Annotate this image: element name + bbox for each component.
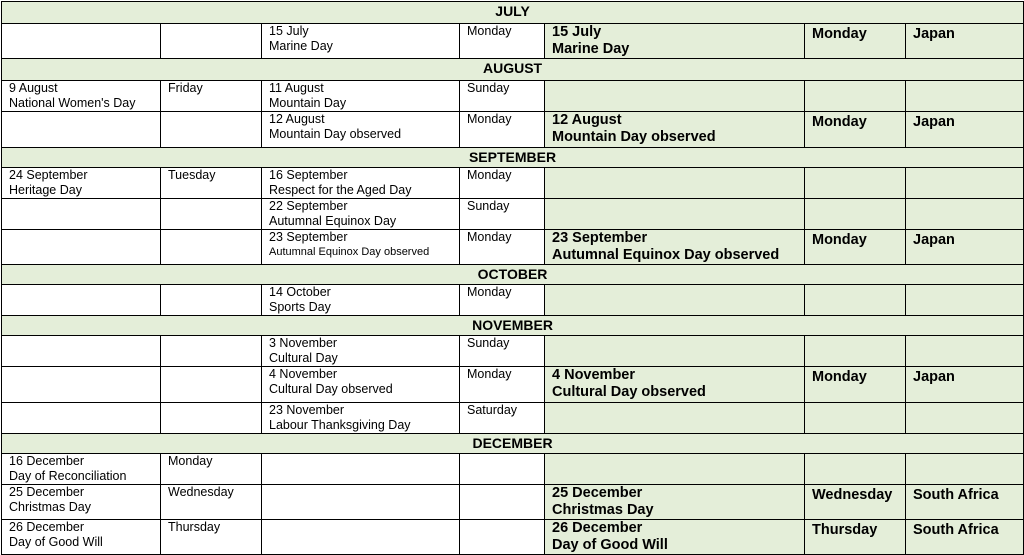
merged-country-cell xyxy=(906,285,1024,316)
merged-holiday-cell xyxy=(545,168,805,199)
month-header: OCTOBER xyxy=(2,265,1024,285)
jp-day-cell: Monday xyxy=(460,168,545,199)
sa-date: 26 December xyxy=(9,520,85,534)
month-header: SEPTEMBER xyxy=(2,148,1024,168)
sa-day-cell: Friday xyxy=(161,81,262,112)
sa-name: Day of Reconciliation xyxy=(9,469,127,483)
sa-holiday-cell xyxy=(2,168,161,199)
sa-cell xyxy=(2,199,161,230)
jp-date: 3 November xyxy=(269,336,338,350)
sa-day-cell: Thursday xyxy=(161,520,262,555)
jp-day-cell: Monday xyxy=(460,367,545,403)
jp-holiday-cell xyxy=(262,24,460,59)
merged-country-cell xyxy=(906,336,1024,367)
jp-holiday-cell xyxy=(262,81,460,112)
merged-holiday-cell xyxy=(545,336,805,367)
merged-day-cell: Monday xyxy=(805,112,906,148)
merged-name: Mountain Day observed xyxy=(552,129,716,145)
sa-cell xyxy=(2,403,161,434)
sa-cell xyxy=(2,336,161,367)
merged-holiday-cell xyxy=(545,403,805,434)
sa-day-cell xyxy=(161,112,262,148)
jp-date: 14 October xyxy=(269,285,331,299)
sa-day-cell xyxy=(161,24,262,59)
jp-name: Cultural Day xyxy=(269,351,338,365)
merged-name: Autumnal Equinox Day observed xyxy=(552,247,780,263)
merged-holiday-cell xyxy=(545,81,805,112)
merged-country-cell: Japan xyxy=(906,367,1024,403)
table-row xyxy=(2,485,1024,520)
merged-holiday-cell xyxy=(545,230,805,265)
table-row xyxy=(2,520,1024,555)
jp-holiday-cell xyxy=(262,230,460,265)
month-header: JULY xyxy=(2,2,1024,24)
jp-name: Marine Day xyxy=(269,39,333,53)
merged-date: 25 December xyxy=(552,485,643,501)
merged-country-cell xyxy=(906,403,1024,434)
jp-date: 11 August xyxy=(269,81,324,95)
jp-date: 22 September xyxy=(269,199,348,213)
merged-day-cell: Wednesday xyxy=(805,485,906,520)
jp-holiday-cell xyxy=(262,520,460,555)
merged-day-cell xyxy=(805,285,906,316)
sa-name: Heritage Day xyxy=(9,183,82,197)
jp-holiday-cell xyxy=(262,485,460,520)
sa-day-cell xyxy=(161,285,262,316)
jp-holiday-cell xyxy=(262,199,460,230)
month-header: DECEMBER xyxy=(2,434,1024,454)
merged-date: 23 September xyxy=(552,230,648,246)
merged-holiday-cell xyxy=(545,367,805,403)
merged-date: 12 August xyxy=(552,112,622,128)
jp-holiday-cell xyxy=(262,454,460,485)
merged-country-cell xyxy=(906,81,1024,112)
merged-day-cell xyxy=(805,336,906,367)
jp-name: Mountain Day observed xyxy=(269,127,402,141)
month-row-september xyxy=(2,148,1024,168)
month-row-august xyxy=(2,59,1024,81)
merged-day-cell xyxy=(805,199,906,230)
merged-name: Marine Day xyxy=(552,41,630,57)
sa-date: 25 December xyxy=(9,485,85,499)
jp-day-cell: Sunday xyxy=(460,81,545,112)
month-row-july xyxy=(2,2,1024,24)
jp-holiday-cell xyxy=(262,367,460,403)
merged-holiday-cell xyxy=(545,454,805,485)
merged-day-cell xyxy=(805,81,906,112)
table-row xyxy=(2,454,1024,485)
merged-day-cell xyxy=(805,168,906,199)
table-row xyxy=(2,403,1024,434)
table-row xyxy=(2,285,1024,316)
jp-day-cell: Monday xyxy=(460,285,545,316)
merged-country-cell xyxy=(906,168,1024,199)
jp-name: Sports Day xyxy=(269,300,331,314)
merged-country-cell: South Africa xyxy=(906,485,1024,520)
sa-holiday-cell xyxy=(2,454,161,485)
jp-name: Cultural Day observed xyxy=(269,382,393,396)
sa-holiday-cell xyxy=(2,520,161,555)
sa-holiday-cell xyxy=(2,81,161,112)
jp-name: Labour Thanksgiving Day xyxy=(269,418,411,432)
jp-holiday-cell xyxy=(262,285,460,316)
month-header: NOVEMBER xyxy=(2,316,1024,336)
merged-holiday-cell xyxy=(545,485,805,520)
sa-day-cell xyxy=(161,403,262,434)
jp-day-cell xyxy=(460,520,545,555)
table-row xyxy=(2,367,1024,403)
jp-name: Autumnal Equinox Day xyxy=(269,214,397,228)
jp-date: 16 September xyxy=(269,168,348,182)
month-row-december xyxy=(2,434,1024,454)
sa-name: National Women's Day xyxy=(9,96,136,110)
jp-name: Autumnal Equinox Day observed xyxy=(269,246,430,258)
table-row xyxy=(2,81,1024,112)
sa-day-cell xyxy=(161,199,262,230)
jp-day-cell: Monday xyxy=(460,112,545,148)
jp-day-cell: Monday xyxy=(460,24,545,59)
merged-day-cell: Monday xyxy=(805,230,906,265)
jp-day-cell: Sunday xyxy=(460,336,545,367)
merged-day-cell: Monday xyxy=(805,367,906,403)
merged-day-cell xyxy=(805,454,906,485)
month-header: AUGUST xyxy=(2,59,1024,81)
sa-name: Day of Good Will xyxy=(9,535,103,549)
jp-day-cell: Saturday xyxy=(460,403,545,434)
jp-date: 15 July xyxy=(269,24,309,38)
merged-country-cell xyxy=(906,454,1024,485)
sa-day-cell xyxy=(161,336,262,367)
sa-date: 16 December xyxy=(9,454,85,468)
sa-day-cell: Tuesday xyxy=(161,168,262,199)
jp-holiday-cell xyxy=(262,403,460,434)
merged-day-cell: Thursday xyxy=(805,520,906,555)
merged-holiday-cell xyxy=(545,24,805,59)
sa-cell xyxy=(2,112,161,148)
table-row xyxy=(2,230,1024,265)
jp-holiday-cell xyxy=(262,112,460,148)
jp-date: 4 November xyxy=(269,367,338,381)
sa-name: Christmas Day xyxy=(9,500,91,514)
merged-country-cell: Japan xyxy=(906,112,1024,148)
jp-date: 23 November xyxy=(269,403,345,417)
merged-name: Christmas Day xyxy=(552,502,654,518)
sa-cell xyxy=(2,285,161,316)
merged-holiday-cell xyxy=(545,112,805,148)
jp-day-cell xyxy=(460,485,545,520)
merged-country-cell: South Africa xyxy=(906,520,1024,555)
jp-name: Mountain Day xyxy=(269,96,347,110)
merged-day-cell xyxy=(805,403,906,434)
table-row xyxy=(2,168,1024,199)
merged-holiday-cell xyxy=(545,520,805,555)
table-row xyxy=(2,112,1024,148)
jp-holiday-cell xyxy=(262,168,460,199)
jp-date: 12 August xyxy=(269,112,325,126)
sa-day-cell xyxy=(161,367,262,403)
jp-day-cell: Sunday xyxy=(460,199,545,230)
table-row xyxy=(2,336,1024,367)
month-row-november xyxy=(2,316,1024,336)
sa-cell xyxy=(2,367,161,403)
merged-holiday-cell xyxy=(545,199,805,230)
holiday-table xyxy=(1,1,1024,555)
merged-date: 15 July xyxy=(552,24,602,40)
sa-holiday-cell xyxy=(2,485,161,520)
merged-day-cell: Monday xyxy=(805,24,906,59)
sa-cell xyxy=(2,230,161,265)
merged-country-cell xyxy=(906,199,1024,230)
merged-country-cell: Japan xyxy=(906,24,1024,59)
sa-day-cell: Wednesday xyxy=(161,485,262,520)
sa-day-cell xyxy=(161,230,262,265)
table-row xyxy=(2,24,1024,59)
sa-cell xyxy=(2,24,161,59)
jp-day-cell: Monday xyxy=(460,230,545,265)
table-row xyxy=(2,199,1024,230)
merged-name: Cultural Day observed xyxy=(552,384,706,400)
jp-name: Respect for the Aged Day xyxy=(269,183,412,197)
jp-holiday-cell xyxy=(262,336,460,367)
sa-day-cell: Monday xyxy=(161,454,262,485)
merged-date: 4 November xyxy=(552,367,636,383)
merged-country-cell: Japan xyxy=(906,230,1024,265)
month-row-october xyxy=(2,265,1024,285)
sa-date: 24 September xyxy=(9,168,88,182)
merged-holiday-cell xyxy=(545,285,805,316)
merged-date: 26 December xyxy=(552,520,643,536)
jp-day-cell xyxy=(460,454,545,485)
merged-name: Day of Good Will xyxy=(552,537,668,553)
jp-date: 23 September xyxy=(269,230,348,244)
sa-date: 9 August xyxy=(9,81,58,95)
